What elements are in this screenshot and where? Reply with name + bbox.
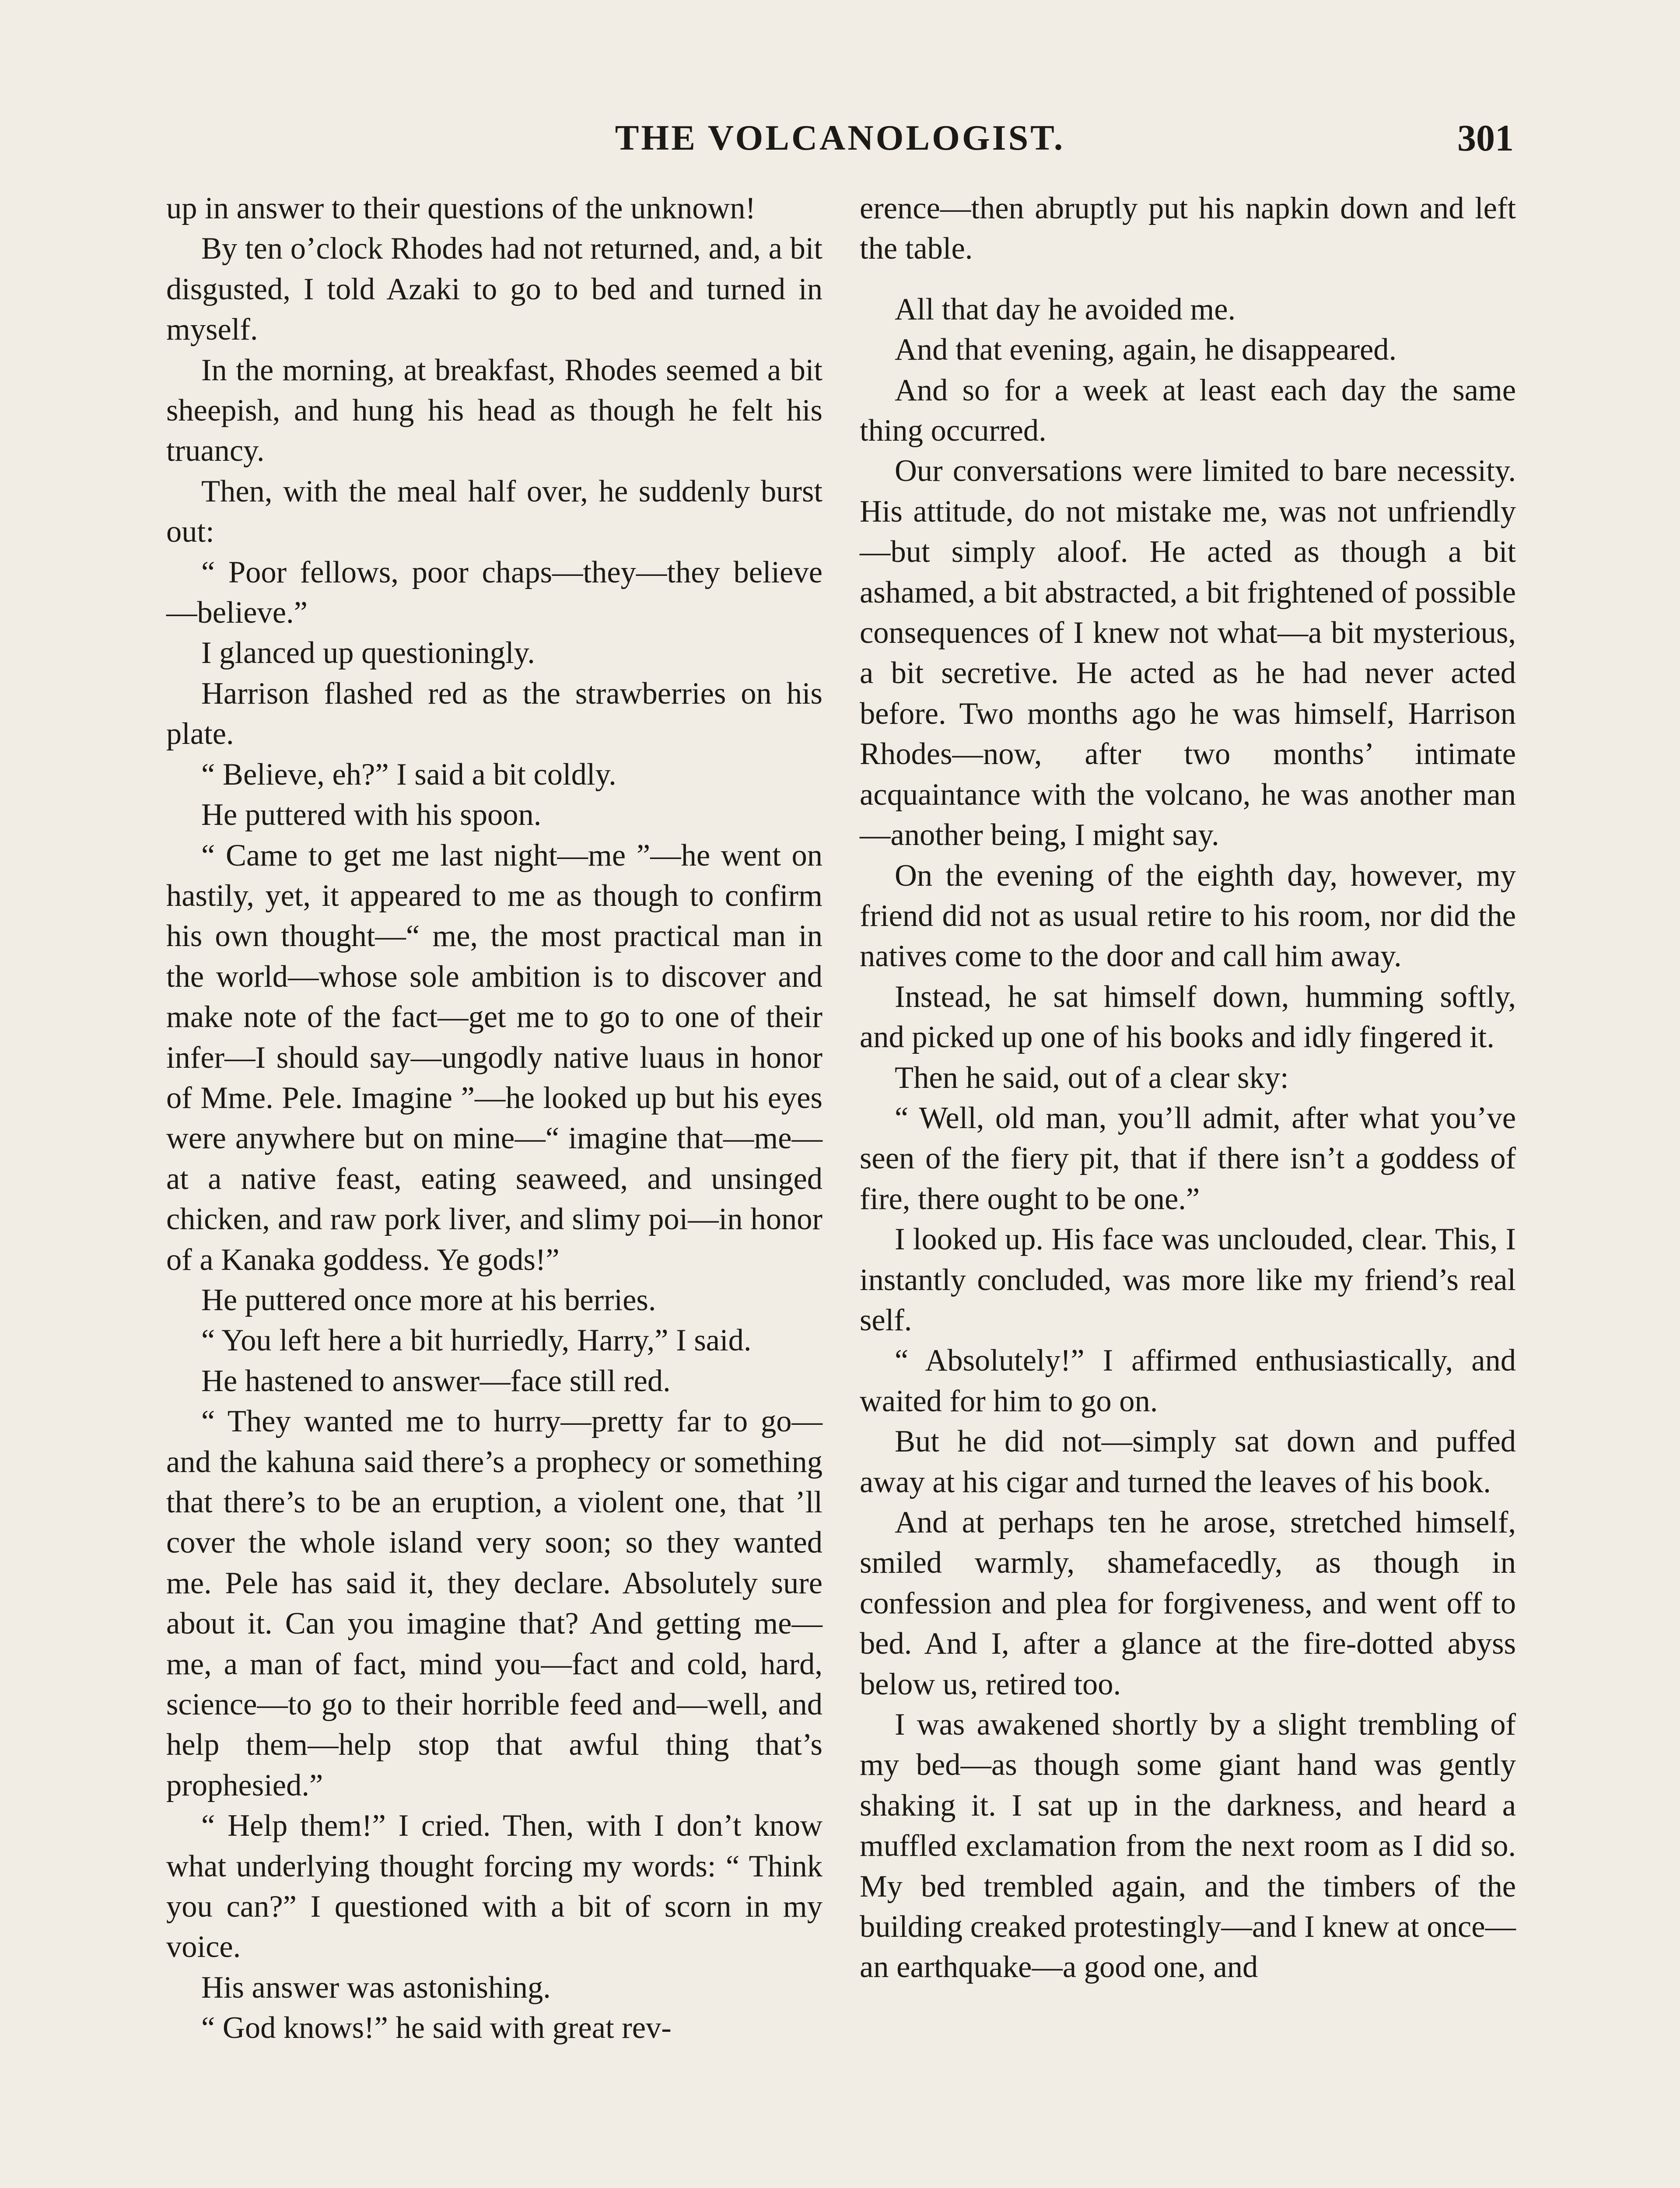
paragraph: And at perhaps ten he arose, stretched himself, smiled warmly, shamefacedly, as though in confession and plea for forgiveness, and went off to bed. And I, after a glance at the fire-dotted abyss below us, retired too. bbox=[860, 1505, 1516, 1701]
paragraph: Then he said, out of a clear sky: bbox=[895, 1060, 1289, 1095]
paragraph: And so for a week at least each day the same thing occurred. bbox=[860, 373, 1516, 448]
paragraph: By ten o’clock Rhodes had not returned, and, a bit disgusted, I told Azaki to go to bed and turned in myself. bbox=[166, 231, 822, 347]
paragraph: Instead, he sat himself down, humming softly, and picked up one of his books and idly fingered it. bbox=[860, 979, 1516, 1055]
running-header bbox=[166, 112, 1514, 164]
paragraph: He puttered with his spoon. bbox=[201, 798, 542, 832]
paragraph: Harrison flashed red as the strawberries on his plate. bbox=[166, 676, 822, 751]
paragraph: I glanced up questioningly. bbox=[201, 636, 535, 670]
paragraph: And that evening, again, he disappeared. bbox=[895, 333, 1397, 367]
paragraph: “ They wanted me to hurry—pretty far to go—and the kahuna said there’s a prophecy or something that there’s to be an eruption, a violent one, that ’ll cover the whole island very soon; so they wanted me. Pele has said it, they declare. Absolutely sure about it. Can you imagine that? And getting me—me, a man of fact, mind you—fact and cold, hard, science—to go to their horrible feed and—well, and help them—help stop that awful thing that’s prophesied.” bbox=[166, 1404, 822, 1802]
paragraph: “ Absolutely!” I affirmed enthusiastically, and waited for him to go on. bbox=[860, 1343, 1516, 1418]
text-column-left bbox=[166, 188, 822, 2048]
paragraph: “ God knows!” he said with great rev- bbox=[201, 2011, 672, 2045]
paragraph: “ You left here a bit hurriedly, Harry,” I said. bbox=[201, 1323, 752, 1358]
page-number: 301 bbox=[1457, 117, 1514, 159]
paragraph: Our conversations were limited to bare necessity. His attitude, do not mistake me, was not unfriendly—but simply aloof. He acted as though a bit ashamed, a bit abstracted, a bit frightened of possible consequences of I knew not what—a bit mysterious, a bit secretive. He acted as he had never acted before. Two months ago he was himself, Harrison Rhodes—now, after two months’ intimate acquaintance with the volcano, he was another man—another being, I might say. bbox=[860, 454, 1516, 852]
paragraph: erence—then abruptly put his napkin down and left the table. bbox=[860, 191, 1516, 266]
paragraph: He hastened to answer—face still red. bbox=[201, 1364, 671, 1398]
paragraph: All that day he avoided me. bbox=[895, 292, 1236, 326]
paragraph: On the evening of the eighth day, however, my friend did not as usual retire to his room, nor did the natives come to the door and call him away. bbox=[860, 858, 1516, 974]
paragraph: “ Believe, eh?” I said a bit coldly. bbox=[201, 757, 616, 792]
running-title: THE VOLCANOLOGIST. bbox=[615, 118, 1065, 158]
paragraph: He puttered once more at his berries. bbox=[201, 1283, 656, 1317]
paragraph: I looked up. His face was unclouded, clear. This, I instantly concluded, was more like my friend’s real self. bbox=[860, 1222, 1516, 1337]
text-column-right bbox=[860, 188, 1516, 1988]
paragraph: In the morning, at breakfast, Rhodes seemed a bit sheepish, and hung his head as though he felt his truancy. bbox=[166, 353, 822, 468]
paragraph: His answer was astonishing. bbox=[201, 1970, 551, 2005]
paragraph: “ Poor fellows, poor chaps—they—they believe—believe.” bbox=[166, 555, 822, 630]
paragraph: “ Well, old man, you’ll admit, after what you’ve seen of the fiery pit, that if there isn’t a goddess of fire, there ought to be one.” bbox=[860, 1101, 1516, 1216]
paragraph: I was awakened shortly by a slight trembling of my bed—as though some giant hand was gently shaking it. I sat up in the darkness, and heard a muffled exclamation from the next room as I did so. My bed trembled again, and the timbers of the building creaked protestingly—and I knew at once—an earthquake—a good one, and bbox=[860, 1708, 1516, 1985]
paragraph: up in answer to their questions of the unknown! bbox=[166, 191, 756, 225]
paragraph: “ Help them!” I cried. Then, with I don’t know what underlying thought forcing my words: “ Think you can?” I questioned with a bit of scorn in my voice. bbox=[166, 1809, 822, 1964]
paragraph: “ Came to get me last night—me ”—he went on hastily, yet, it appeared to me as though to confirm his own thought—“ me, the most practical man in the world—whose sole ambition is to discover and make note of the fact—get me to go to one of their infer—I should say—ungodly native luaus in honor of Mme. Pele. Imagine ”—he looked up but his eyes were anywhere but on mine—“ imagine that—me—at a native feast, eating seaweed, and unsinged chicken, and raw pork liver, and slimy poi—in honor of a Kanaka goddess. Ye gods!” bbox=[166, 838, 822, 1277]
paragraph: But he did not—simply sat down and puffed away at his cigar and turned the leaves of his book. bbox=[860, 1424, 1516, 1499]
paragraph: Then, with the meal half over, he suddenly burst out: bbox=[166, 474, 822, 549]
